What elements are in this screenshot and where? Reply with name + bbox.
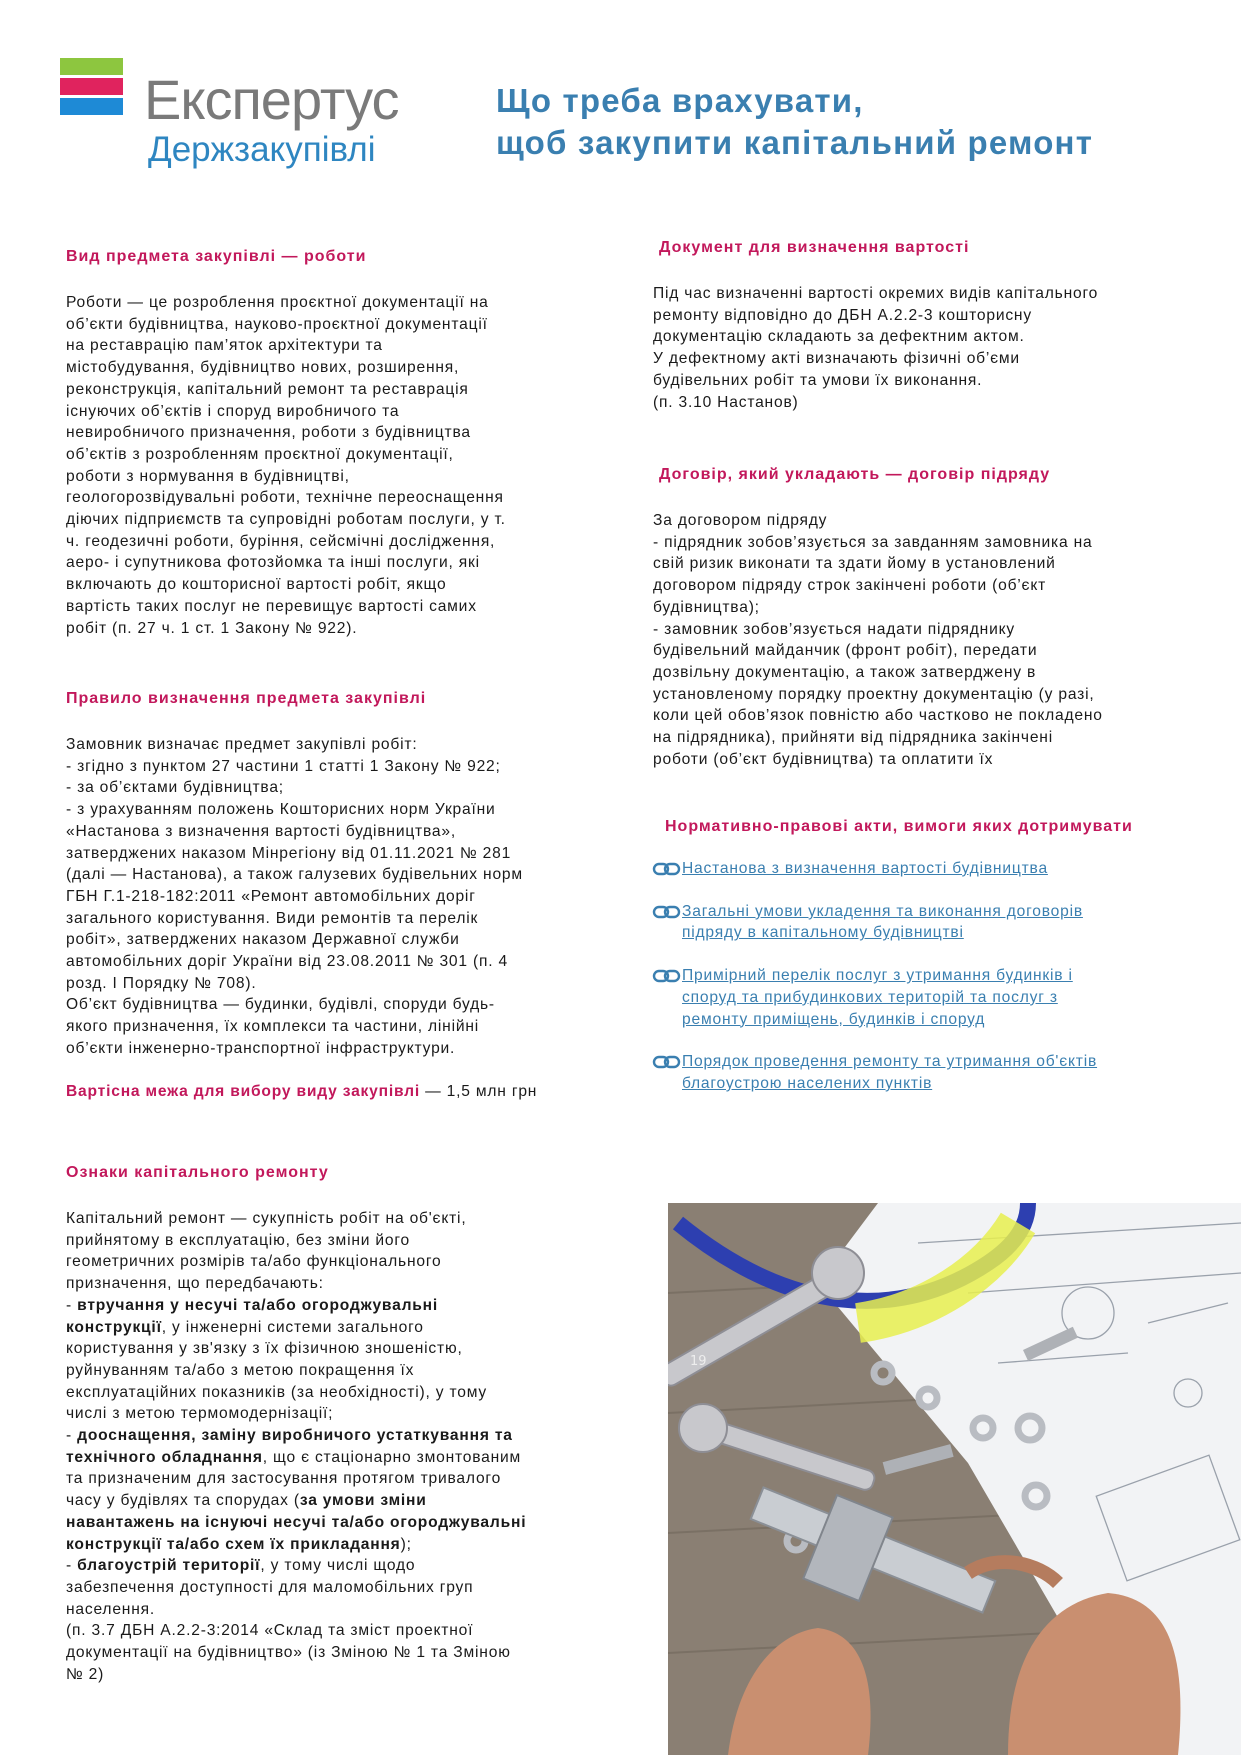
wrench-size-label: 19 xyxy=(690,1354,707,1369)
body-text: Капітальний ремонт — сукупність робіт на об'єкті, прийнятому в експлуатацію, без зміни його геометричних розмірів та/або функціонального призначення, що передбачають: - xyxy=(66,1210,467,1314)
logo-bar-pink xyxy=(60,78,123,95)
section-cost-document xyxy=(653,237,1234,413)
link-icon xyxy=(652,1052,682,1072)
cost-limit-value: — 1,5 млн грн xyxy=(420,1082,538,1100)
body-text: , що є стаціонарно змонтованим та призначеним для застосування протягом тривалого часу у будівлях та спорудах ( xyxy=(66,1448,522,1510)
section-heading: Ознаки капітального ремонту xyxy=(66,1164,329,1181)
link-icon xyxy=(652,966,682,986)
legal-act-link-text[interactable]: Примірний перелік послуг з утримання будинків і споруд та прибудинкових територій та послуг з ремонту приміщень, будинків і споруд xyxy=(682,967,1073,1028)
section-body: Замовник визначає предмет закупівлі робіт: - згідно з пунктом 27 частини 1 статті 1 Закону № 922; - за об’єктами будівництва; - з урахуванням положень Кошторисних норм України «Настанова з визначення вартості будівництва», затверджених наказом Мінрегіону від 01.11.2021 № 281 (далі — Настанова), а також галузевих будівельних норм ГБН Г.1-218-182:2011 «Ремонт автомобільних доріг загального користування. Види ремонтів та перелік робіт», затверджених наказом Державної служби автомобільних доріг України від 23.08.2011 № 301 (п. 4 розд. І Порядку № 708). Об’єкт будівництва — будинки, будівлі, споруди будь- якого призначення, їх комплекси та частини, лінійні об’єкти інженерно-транспортної інфраструктури. xyxy=(66,736,523,1057)
body-bold: втручання у несучі та/або огороджувальні конструкції xyxy=(66,1296,439,1336)
section-body: Роботи — це розроблення проєктної документації на об’єкти будівництва, науково-проєктної документації на реставрацію пам’яток архітектури та містобудування, будівництво нових, розширення, реконструкція, капітальний ремонт та реставрація існуючих об’єктів і споруд виробничого та невиробничого призначення, роботи з будівництва об’єктів з розробленням проєктної документації, роботи з нормування в будівництві, геологорозвідувальні роботи, технічне переоснащення діючих підприємств та супровідні роботам послуги, у т. ч. геодезичні роботи, буріння, сейсмічні дослідження, аеро- і супутникова фотозйомка та інші послуги, які включають до кошторисної вартості робіт, якщо вартість таких послуг не перевищує вартості самих робіт (п. 27 ч. 1 ст. 1 Закону № 922). xyxy=(66,294,506,637)
logo-wordmark: Експертус xyxy=(144,68,399,131)
page-title-line-1: Що треба врахувати, xyxy=(496,82,864,119)
logo-bar-green xyxy=(60,58,123,75)
page-title xyxy=(496,80,1093,164)
logo-bar-blue xyxy=(60,98,123,115)
body-text: ); - xyxy=(66,1535,412,1575)
legal-acts-links xyxy=(652,858,1212,1116)
body-bold: за умови зміни навантажень на існуючі несучі та/або огороджувальні конструкції та/або схем їх прикладання xyxy=(66,1492,527,1553)
logo-subtitle: Держзакупівлі xyxy=(148,130,376,169)
section-body xyxy=(66,1208,626,1685)
section-subject-rule xyxy=(66,688,626,1102)
legal-act-link[interactable] xyxy=(652,965,1212,1030)
legal-act-link[interactable] xyxy=(652,901,1212,944)
section-capital-repair-signs xyxy=(66,1162,626,1685)
page-title-line-2: щоб закупити капітальний ремонт xyxy=(496,124,1094,161)
body-text: , у інженерні системи загального користування у зв'язку з їх фізичною зношеністю, руйнуванням та/або з метою покращення їх експлуатаційних показників (за необхідності), у тому числі з метою термомодернізації; - xyxy=(66,1318,487,1445)
body-text: , у тому числі щодо забезпечення доступності для маломобільних груп населення. (п. 3.7 ДБН А.2.2-3:2014 «Склад та зміст проектної документації на будівництво» (із Зміною № 1 та Зміною № 2) xyxy=(66,1557,511,1683)
legal-act-link[interactable] xyxy=(652,1051,1212,1094)
tools-blueprint-photo xyxy=(668,1203,1241,1755)
link-icon xyxy=(652,859,682,879)
legal-act-link-text[interactable]: Настанова з визначення вартості будівництва xyxy=(682,860,1048,877)
body-bold: дооснащення, заміну виробничого устаткування та технічного обладнання xyxy=(66,1427,513,1466)
cost-limit-line xyxy=(66,1081,626,1103)
section-heading: Договір, який укладають — договір підряду xyxy=(659,466,1051,483)
section-contract-type xyxy=(653,464,1234,770)
body-bold: благоустрій території xyxy=(77,1557,261,1575)
tools-illustration xyxy=(668,1203,1241,1755)
legal-act-link[interactable] xyxy=(652,858,1212,880)
section-work-type xyxy=(66,246,626,639)
cost-limit-label: Вартісна межа для вибору виду закупівлі xyxy=(66,1082,420,1100)
section-heading: Правило визначення предмета закупівлі xyxy=(66,690,427,707)
expertus-logo xyxy=(60,58,420,178)
section-body: За договором підряду - підрядник зобов’язується за завданням замовника на свій ризик виконати та здати йому в установлений договором підряду строк закінчені роботи (об’єкт будівництва); - замовник зобов’язується надати підряднику будівельний майданчик (фронт робіт), передати дозвільну документацію, а також затверджену в установленому порядку проектну документацію (у разі, коли цей обов’язок повністю або частково не покладено на підрядника), прийняти від підрядника закінчені роботи (об’єкт будівництва) та оплатити їх xyxy=(653,512,1103,768)
section-heading: Документ для визначення вартості xyxy=(659,239,970,256)
section-legal-acts xyxy=(665,816,1235,838)
legal-act-link-text[interactable]: Загальні умови укладення та виконання договорів підряду в капітальному будівництві xyxy=(682,902,1083,942)
legal-act-link-text[interactable]: Порядок проведення ремонту та утримання об'єктів благоустрою населених пунктів xyxy=(682,1053,1098,1092)
link-icon xyxy=(652,902,682,922)
section-body: Під час визначенні вартості окремих видів капітального ремонту відповідно до ДБН А.2.2-3 кошторисну документацію складають за дефектним актом. У дефектному акті визначають фізичні об’єми будівельних робіт та умови їх виконання. (п. 3.10 Настанов) xyxy=(653,285,1099,411)
section-heading: Нормативно-правові акти, вимоги яких дотримувати xyxy=(665,818,1133,835)
logo-mark xyxy=(60,58,123,118)
section-heading: Вид предмета закупівлі — роботи xyxy=(66,248,367,265)
